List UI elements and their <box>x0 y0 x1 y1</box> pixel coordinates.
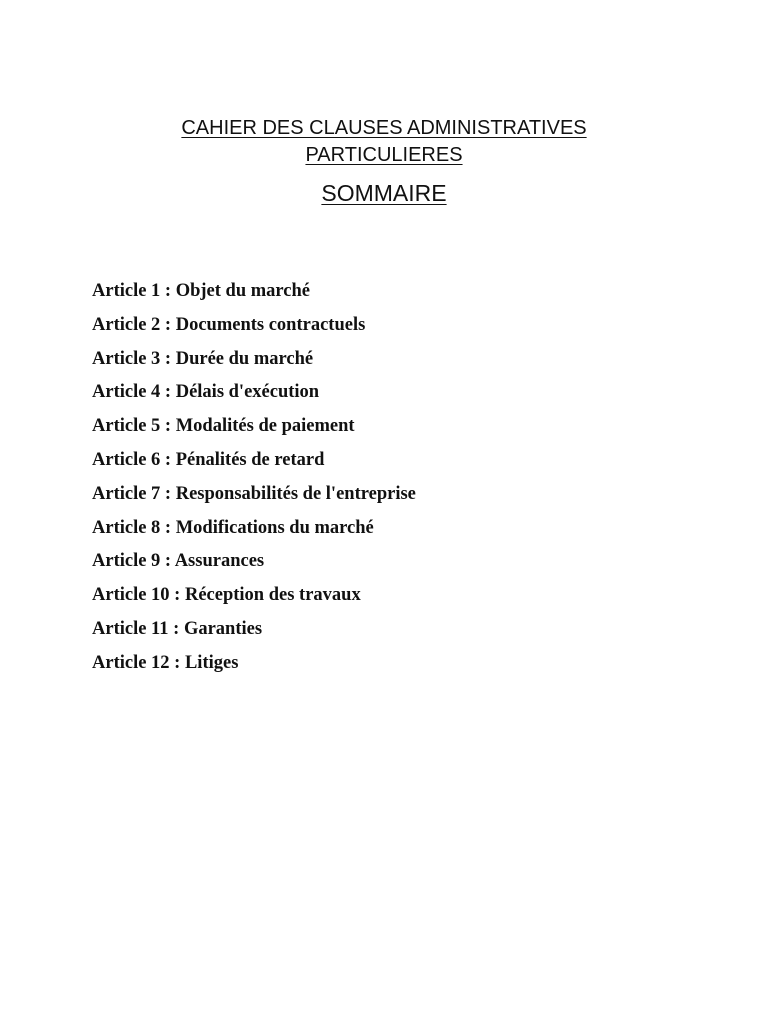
toc-item-article-4: Article 4 : Délais d'exécution <box>92 382 320 403</box>
document-title-line-2: PARTICULIERES <box>305 144 463 166</box>
document-title <box>0 115 768 169</box>
toc-item-article-10: Article 10 : Réception des travaux <box>92 585 361 606</box>
toc-item-article-2: Article 2 : Documents contractuels <box>92 314 366 335</box>
toc-item-article-5: Article 5 : Modalités de paiement <box>92 416 355 437</box>
toc-item-article-7: Article 7 : Responsabilités de l'entreprise <box>92 483 416 504</box>
toc-item-article-9: Article 9 : Assurances <box>92 551 265 572</box>
toc-item-article-8: Article 8 : Modifications du marché <box>92 517 374 538</box>
toc-item-article-11: Article 11 : Garanties <box>92 618 263 639</box>
document-subtitle <box>0 178 768 208</box>
toc-item-article-1: Article 1 : Objet du marché <box>92 281 311 301</box>
toc-item-article-3: Article 3 : Durée du marché <box>92 348 314 369</box>
table-of-contents <box>92 278 416 684</box>
document-title-line-1: CAHIER DES CLAUSES ADMINISTRATIVES <box>181 117 587 139</box>
summary-heading: SOMMAIRE <box>321 180 447 206</box>
toc-item-article-6: Article 6 : Pénalités de retard <box>92 449 325 470</box>
toc-item-article-12: Article 12 : Litiges <box>92 652 239 673</box>
